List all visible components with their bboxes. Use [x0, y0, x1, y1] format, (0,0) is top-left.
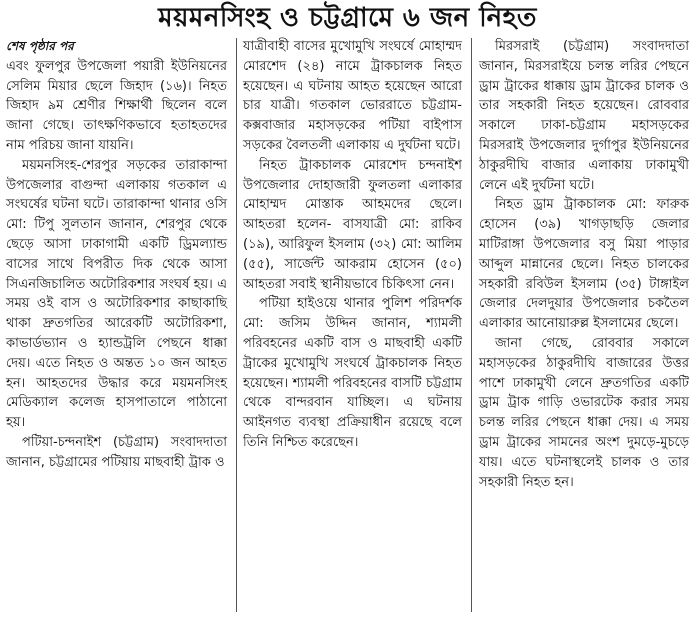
- paragraph: নিহত ট্রাকচালক মোরশেদ চন্দনাইশ উপজেলার দোহাজারী ফুলতলা এলাকার মোহাম্মদ মোস্তাক আহমদের ছেলে। আহতরা হলেন- বাসযাত্রী মো: রাকিব (১৯), আরিফুল ইসলাম (৩২) মো: আলিম (৫৫), সার্জেন্ট আকরাম হোসেন (৫০) আহতরা সবাই স্থানীয়ভাবে চিকিৎসা নেন।: [243, 157, 462, 292]
- article-column-3: [479, 37, 689, 492]
- column-divider: [236, 38, 237, 612]
- article-column-2: [243, 37, 462, 453]
- paragraph: জানা গেছে, রোববার সকালে মহাসড়কের ঠাকুরদীঘি বাজারের উত্তর পাশে ঢাকামুখী লেনে দ্রুতগতির একটি ড্রাম ট্রাক গাড়ি ওভারটেক করার সময় চলন্ত লরির পেছনে ধাক্কা দেয়। এ সময় ড্রাম ট্রাকের সামনের অংশ দুমড়ে-মুচড়ে যায়। এতে ঘটনাস্থলেই চালক ও তার সহকারী নিহত হন।: [479, 335, 689, 490]
- paragraph: মিরসরাই (চট্টগ্রাম) সংবাদদাতা জানান, মিরসরাইয়ে চলন্ত লরির পেছনে ড্রাম ট্রাকের ধাক্কায় ড্রাম ট্রাকের চালক ও তার সহকারী নিহত হয়েছেন। রোববার সকালে ঢাকা-চট্টগ্রাম মহাসড়কের মিরসরাই উপজেলার দুর্গাপুর ইউনিয়নের ঠাকুরদীঘি বাজার এলাকায় ঢাকামুখী লেনে এই দুর্ঘটনা ঘটে।: [479, 39, 689, 193]
- paragraph: ময়মনসিংহ-শেরপুর সড়কের তারাকান্দা উপজেলার বাগুন্দা এলাকায় গতকাল এ সংঘর্ষের ঘটনা ঘটে। তারাকান্দা থানার ওসি মো: টিপু সুলতান জানান, শেরপুর থেকে ছেড়ে আসা ঢাকাগামী একটি ড্রিমল্যান্ড বাসের সাথে বিপরীত দিক থেকে আসা সিএনজিচালিত অটোরিকশার সংঘর্ষ হয়। এ সময় ওই বাস ও অটোরিকশার কাছাকাছি থাকা দ্রুতগতির আরেকটি অটোরিকশা, কাভার্ডভ্যান ও হ্যান্ডট্রলি পেছনে ধাক্কা দেয়। এতে নিহত ও অন্তত ১০ জন আহত হন। আহতদের উদ্ধার করে ময়মনসিংহ মেডিক্যাল কলেজ হাসপাতালে পাঠানো হয়।: [6, 157, 227, 431]
- paragraph: পটিয়া হাইওয়ে থানার পুলিশ পরিদর্শক মো: জসিম উদ্দিন জানান, শ্যামলী পরিবহনের একটি বাস ও মাছবাহী একটি ট্রাকের মুখোমুখি সংঘর্ষে ট্রাকচালক নিহত হয়েছেন। শ্যামলী পরিবহনের বাসটি চট্টগ্রাম থেকে বান্দরবান যাচ্ছিল। এ ঘটনায় আইনগত ব্যবস্থা প্রক্রিয়াধীন রয়েছে বলে তিনি নিশ্চিত করেছেন।: [243, 296, 462, 450]
- paragraph: নিহত ড্রাম ট্রাকচালক মো: ফারুক হোসেন (৩৯) খাগড়াছড়ি জেলার মাটিরাঙ্গা উপজেলার বসু মিয়া পাড়ার আব্দুল মান্নানের ছেলে। নিহত চালকের সহকারী রবিউল ইসলাম (৩৫) টাঙ্গাইল জেলার দেলদুয়ার উপজেলার চকতৈল এলাকার আনোয়ারুল্ল ইসলামের ছেলে।: [479, 197, 689, 332]
- paragraph: এবং ফুলপুর উপজেলা পয়ারী ইউনিয়নের সেলিম মিয়ার ছেলে জিহাদ (১৬)। নিহত জিহাদ ৯ম শ্রেণীর শিক্ষার্থী ছিলেন বলে জানা গেছে। তাৎক্ষণিকভাবে হতাহতদের নাম পরিচয় জানা যায়নি।: [6, 58, 227, 153]
- article-column-1: [6, 37, 227, 473]
- paragraph: পটিয়া-চন্দনাইশ (চট্টগ্রাম) সংবাদদাতা জানান, চট্টগ্রামের পটিয়ায় মাছবাহী ট্রাক ও: [6, 434, 227, 470]
- paragraph: যাত্রীবাহী বাসের মুখোমুখি সংঘর্ষে মোহাম্মদ মোরশেদ (২৪) নামে ট্রাকচালক নিহত হয়েছেন। এ ঘটনায় আহত হয়েছেন আরো চার যাত্রী। গতকাল ভোররাতে চট্টগ্রাম-কক্সবাজার মহাসড়কের পটিয়া বাইপাস সড়কের বৈলতলী এলাকায় এ দুর্ঘটনা ঘটে।: [243, 39, 462, 153]
- column-divider: [471, 38, 472, 612]
- continuation-kicker: শেষ পৃষ্ঠার পর: [6, 39, 74, 53]
- headline: ময়মনসিংহ ও চট্টগ্রামে ৬ জন নিহত: [158, 3, 537, 33]
